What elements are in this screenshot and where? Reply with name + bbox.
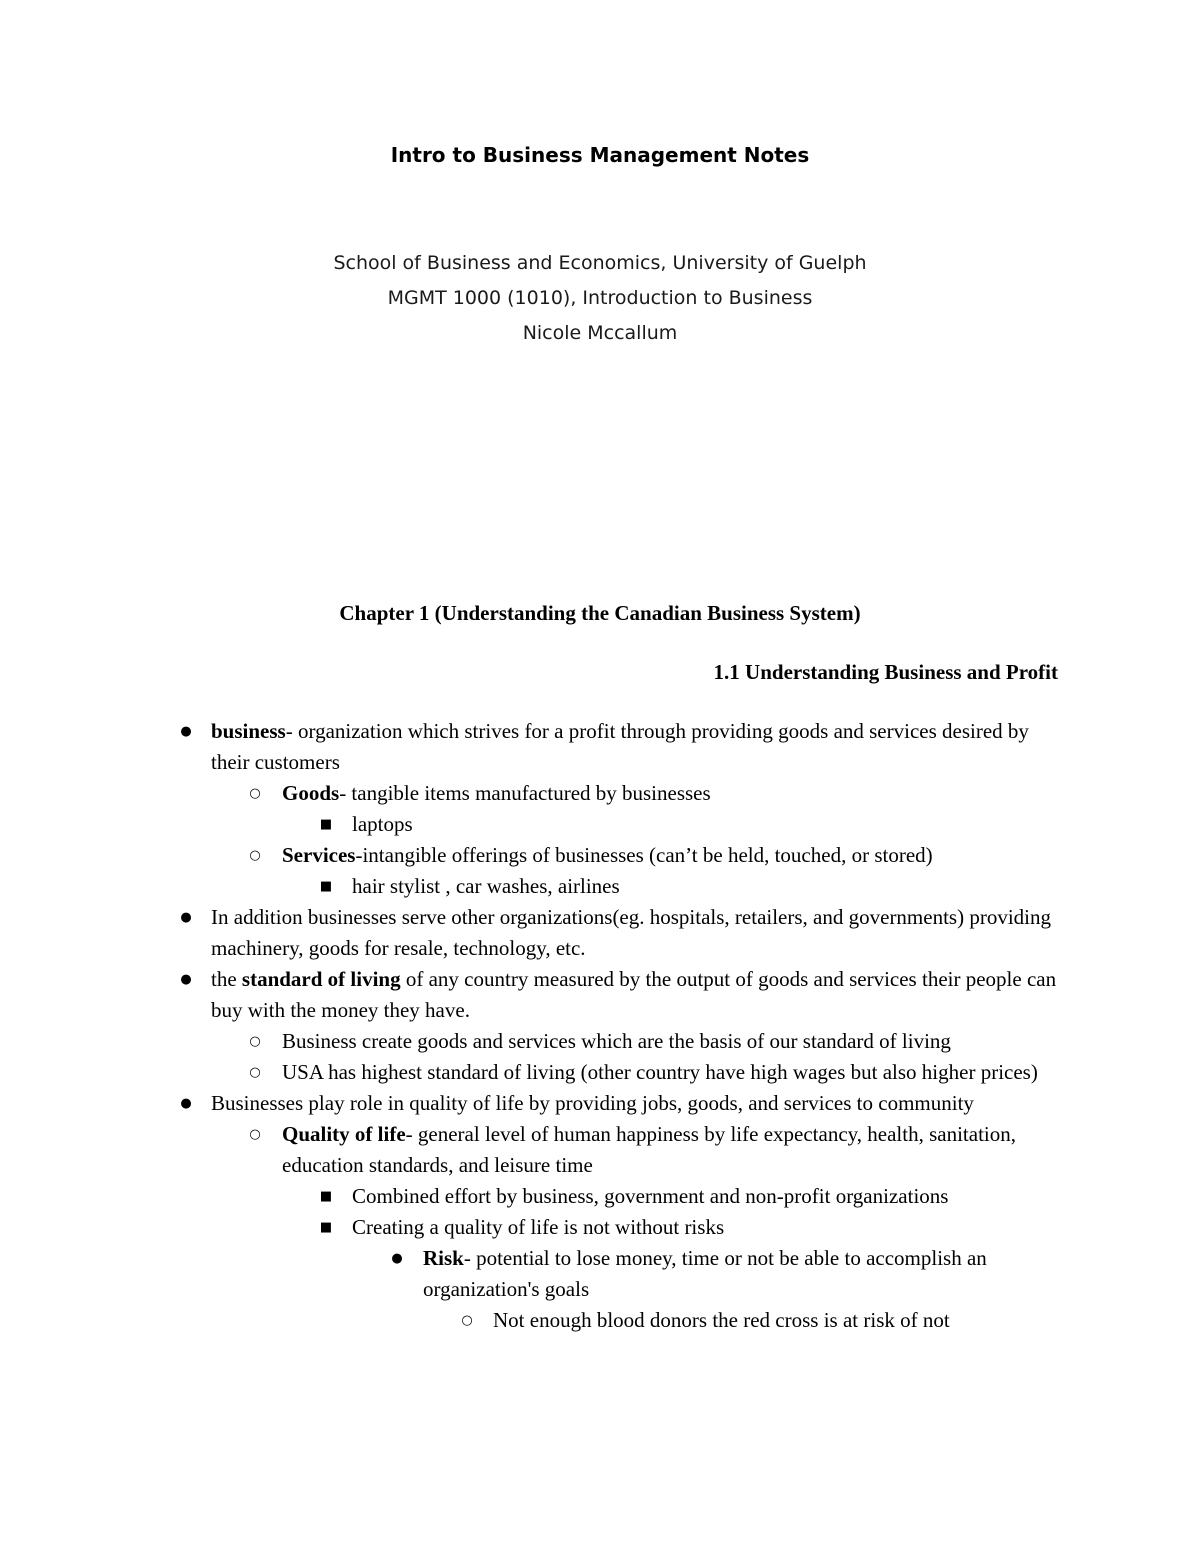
course-line: MGMT 1000 (1010), Introduction to Business <box>387 287 813 309</box>
note-text: In addition businesses serve other organizations(eg. hospitals, retailers, and governments) providing machinery, goods for resale, technology, etc. <box>211 905 1051 960</box>
school-line: School of Business and Economics, University of Guelph <box>333 252 867 274</box>
note-risk-definition <box>0 1243 1200 1305</box>
note-blood-donors <box>0 1305 1200 1336</box>
note-services-example <box>0 871 1200 902</box>
chapter-heading: Chapter 1 (Understanding the Canadian Business System) <box>339 601 861 625</box>
note-goods <box>0 778 1200 809</box>
note-services <box>0 840 1200 871</box>
section-heading: 1.1 Understanding Business and Profit <box>713 660 1058 684</box>
note-business <box>0 716 1200 778</box>
note-standard-of-living <box>0 964 1200 1026</box>
circle-bullet-icon: ○ <box>249 1127 261 1142</box>
note-text: - organization which strives for a profit through providing goods and services desired by their customers <box>211 719 1029 774</box>
note-other-organizations <box>0 902 1200 964</box>
note-text: hair stylist , car washes, airlines <box>352 874 620 898</box>
note-text: Creating a quality of life is not without risks <box>352 1215 725 1239</box>
note-text: Combined effort by business, government and non-profit organizations <box>352 1184 949 1208</box>
note-quality-of-life <box>0 1119 1200 1181</box>
note-text: Not enough blood donors the red cross is at risk of not <box>493 1308 950 1332</box>
square-bullet-icon: ■ <box>319 1220 333 1235</box>
note-combined-effort <box>0 1181 1200 1212</box>
disc-bullet-icon: ● <box>180 972 192 987</box>
note-prefix: the <box>211 967 242 991</box>
square-bullet-icon: ■ <box>319 1189 333 1204</box>
note-text: - tangible items manufactured by businesses <box>339 781 711 805</box>
document-title: Intro to Business Management Notes <box>390 143 810 167</box>
circle-bullet-icon: ○ <box>249 1065 261 1080</box>
square-bullet-icon: ■ <box>319 879 333 894</box>
note-term: business <box>211 719 286 743</box>
author-line: Nicole Mccallum <box>522 322 678 344</box>
circle-bullet-icon: ○ <box>461 1313 473 1328</box>
notes-list <box>0 716 1200 1336</box>
circle-bullet-icon: ○ <box>249 848 261 863</box>
disc-bullet-icon: ● <box>180 910 192 925</box>
note-text: - general level of human happiness by life expectancy, health, sanitation, education standards, and leisure time <box>282 1122 1016 1177</box>
note-term: standard of living <box>241 967 401 991</box>
disc-bullet-icon: ● <box>180 1096 192 1111</box>
note-usa-standard <box>0 1057 1200 1088</box>
note-term: Services <box>282 843 356 867</box>
note-text: of any country measured by the output of goods and services their people can buy with the money they have. <box>211 967 1057 1022</box>
note-text: Businesses play role in quality of life by providing jobs, goods, and services to community <box>211 1091 974 1115</box>
note-text: - potential to lose money, time or not be able to accomplish an organization's goals <box>423 1246 987 1301</box>
note-text: laptops <box>352 812 413 836</box>
note-text: Business create goods and services which are the basis of our standard of living <box>282 1029 951 1053</box>
note-risks <box>0 1212 1200 1243</box>
note-goods-example <box>0 809 1200 840</box>
note-text: USA has highest standard of living (other country have high wages but also higher prices) <box>282 1060 1038 1084</box>
disc-bullet-icon: ● <box>391 1251 403 1266</box>
note-quality-role <box>0 1088 1200 1119</box>
note-term: Quality of life <box>282 1122 406 1146</box>
note-term: Goods <box>282 781 340 805</box>
disc-bullet-icon: ● <box>180 724 192 739</box>
circle-bullet-icon: ○ <box>249 786 261 801</box>
note-term: Risk <box>423 1246 464 1270</box>
circle-bullet-icon: ○ <box>249 1034 261 1049</box>
square-bullet-icon: ■ <box>319 817 333 832</box>
note-standard-basis <box>0 1026 1200 1057</box>
note-text: -intangible offerings of businesses (can’t be held, touched, or stored) <box>355 843 933 867</box>
